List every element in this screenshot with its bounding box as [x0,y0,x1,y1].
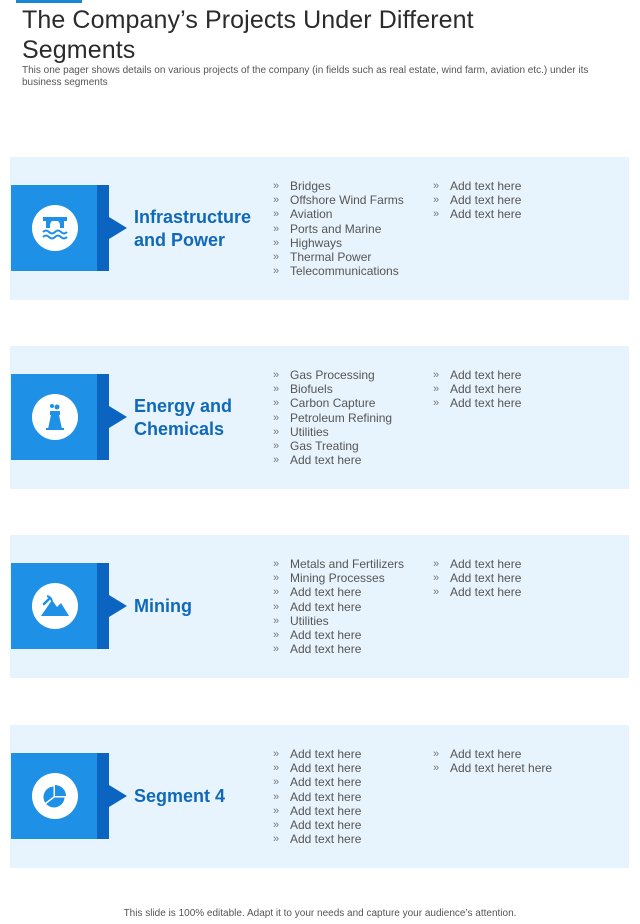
list-item: » Add text here [433,747,552,761]
list-item: » Add text here [273,628,404,642]
list-item: » Add text here [273,642,404,656]
list-item: » Ports and Marine [273,222,404,236]
segment-4 [10,725,629,868]
list-item: » Carbon Capture [273,396,392,410]
segment-arrow [109,595,127,617]
list-item: » Add text here [433,368,521,382]
list-item: » Metals and Fertilizers [273,557,404,571]
segment-mining [10,535,629,678]
segment-extra-list [433,179,521,222]
segment-extra-list [433,557,521,600]
pie-chart-icon [32,773,78,819]
footer-note: This slide is 100% editable. Adapt it to your needs and capture your audience’s attention. [123,908,517,919]
segment-energy-and-chemicals [10,346,629,489]
list-item: » Gas Processing [273,368,392,382]
segment-extra-list [433,368,521,411]
list-item: » Gas Treating [273,439,392,453]
list-item: » Add text here [433,207,521,221]
page-title: The Company’s Projects Under Different Segments [22,6,474,64]
list-item: » Mining Processes [273,571,404,585]
list-item: » Add text heret here [433,761,552,775]
list-item: » Add text here [433,396,521,410]
list-item: » Thermal Power [273,250,404,264]
list-item: » Add text here [273,600,404,614]
list-item: » Add text here [273,790,361,804]
segment-arrow [109,217,127,239]
segment-title: Segment 4 [134,786,226,806]
segment-title: Energy and Chemicals [134,395,233,439]
segment-arrow [109,785,127,807]
segment-title: Mining [134,596,192,616]
list-item: » Utilities [273,425,392,439]
list-item: » Add text here [433,193,521,207]
list-item: » Petroleum Refining [273,411,392,425]
list-item: » Add text here [433,179,521,193]
list-item: » Utilities [273,614,404,628]
list-item: » Add text here [273,761,361,775]
segment-icon-box [11,374,97,460]
list-item: » Telecommunications [273,264,404,278]
segment-extra-list [433,747,552,775]
segment-icon-box [11,753,97,839]
list-item: » Add text here [273,747,361,761]
page-subtitle: This one pager shows details on various projects of the company (in fields such as real estate, wind farm, aviation etc.) under its business segments [22,65,589,88]
list-item: » Add text here [433,382,521,396]
list-item: » Offshore Wind Farms [273,193,404,207]
list-item: » Biofuels [273,382,392,396]
segment-title: Infrastructure and Power [134,206,252,250]
segment-icon-tab [97,374,109,460]
list-item: » Add text here [273,453,392,467]
segment-project-list [273,557,404,656]
segment-icon-box [11,563,97,649]
segment-project-list [273,747,361,846]
list-item: » Bridges [273,179,404,193]
mountain-icon [32,583,78,629]
list-item: » Add text here [273,585,404,599]
segment-project-list [273,179,404,278]
list-item: » Add text here [433,585,521,599]
segment-icon-tab [97,753,109,839]
factory-icon [32,394,78,440]
segment-icon-tab [97,563,109,649]
list-item: » Aviation [273,207,404,221]
segment-infrastructure-and-power [10,157,629,300]
list-item: » Add text here [273,775,361,789]
list-item: » Add text here [273,818,361,832]
bridge-icon [32,205,78,251]
top-accent-bar [16,0,82,3]
segment-project-list [273,368,392,467]
list-item: » Highways [273,236,404,250]
list-item: » Add text here [273,804,361,818]
segment-icon-tab [97,185,109,271]
list-item: » Add text here [433,557,521,571]
list-item: » Add text here [273,832,361,846]
segment-arrow [109,406,127,428]
segment-icon-box [11,185,97,271]
list-item: » Add text here [433,571,521,585]
